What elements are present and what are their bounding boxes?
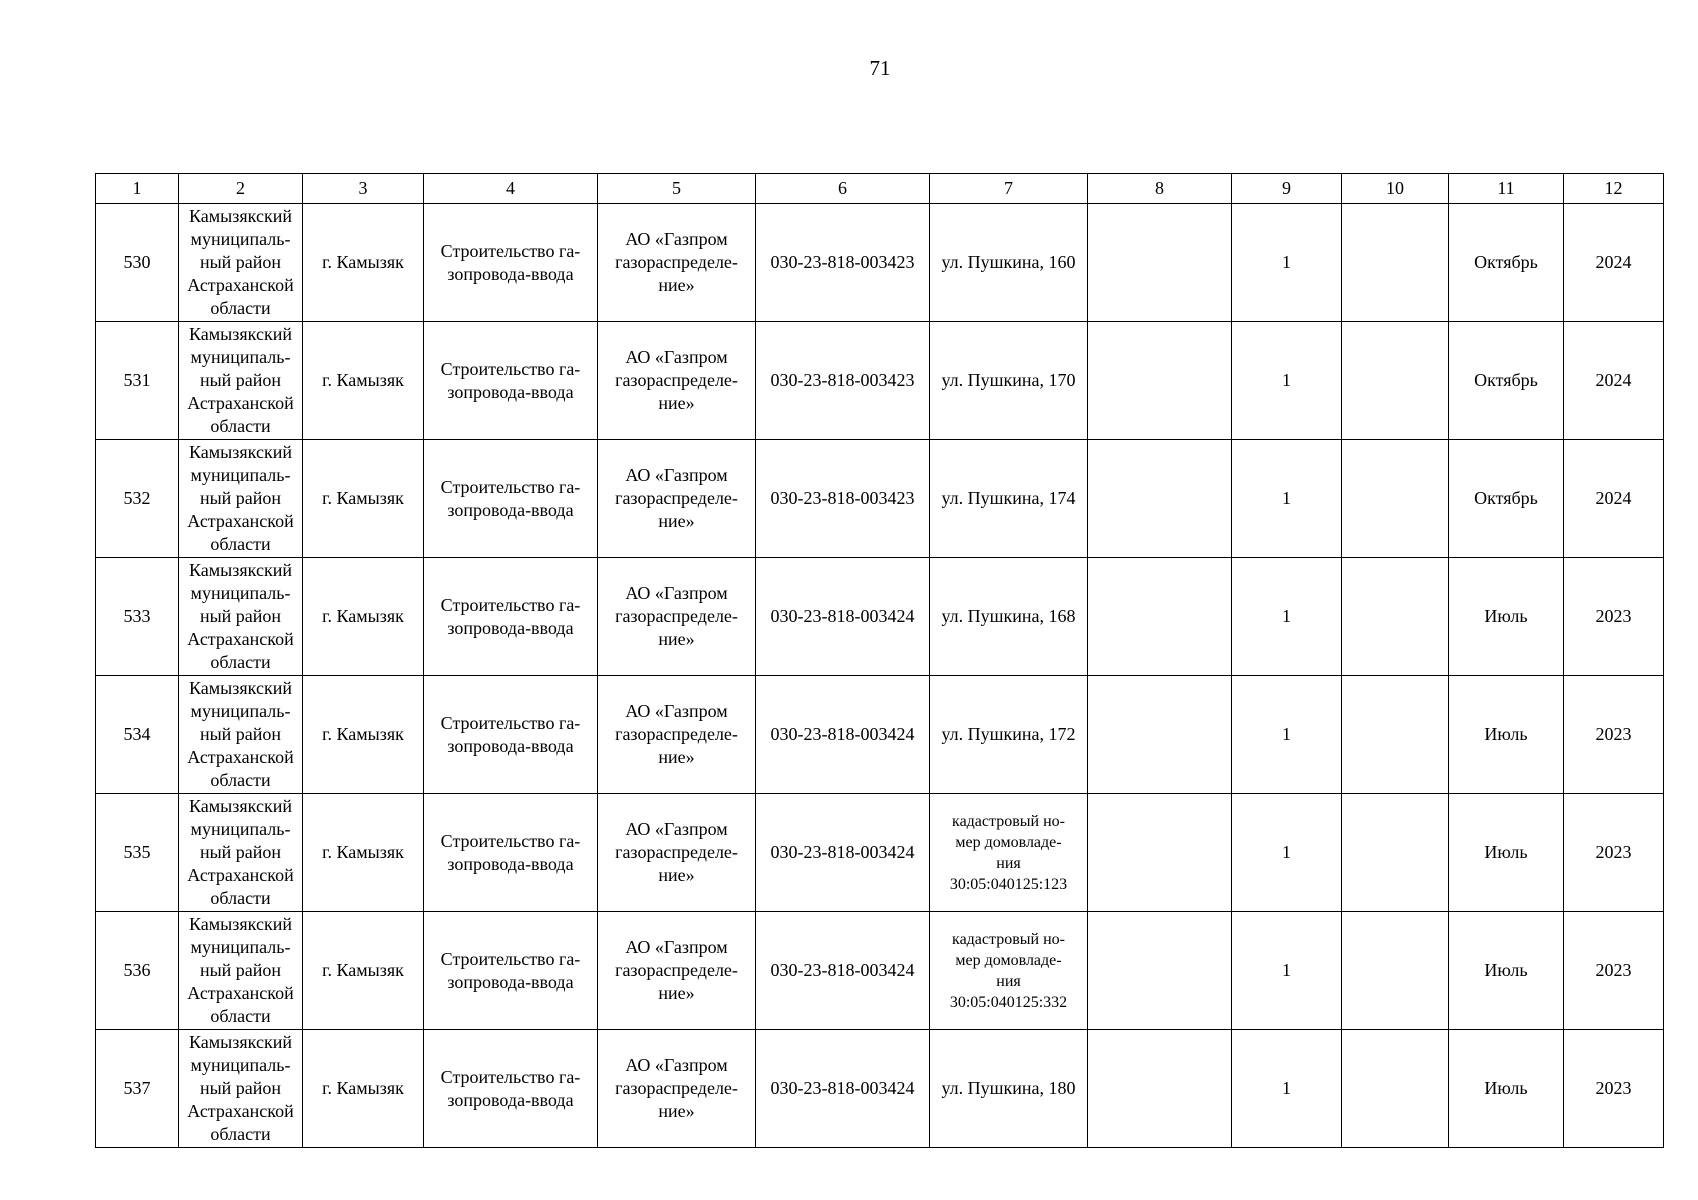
cell-number: 533 bbox=[96, 558, 179, 676]
cell-line: муниципаль- bbox=[190, 819, 291, 839]
cell-line: газораспределе- bbox=[615, 488, 738, 508]
header-cell: 11 bbox=[1449, 174, 1564, 204]
cell-year: 2024 bbox=[1564, 204, 1664, 322]
cell-number: 532 bbox=[96, 440, 179, 558]
header-cell: 7 bbox=[930, 174, 1088, 204]
cell-district bbox=[179, 440, 303, 558]
cell-code: 030-23-818-003423 bbox=[756, 204, 930, 322]
cell-col8 bbox=[1088, 912, 1232, 1030]
cell-line: Камызякский bbox=[189, 914, 292, 934]
cell-district bbox=[179, 1030, 303, 1148]
cell-work-type bbox=[424, 558, 598, 676]
cell-line: газораспределе- bbox=[615, 960, 738, 980]
cell-company bbox=[598, 322, 756, 440]
table-row bbox=[96, 322, 1664, 440]
cell-line: ние» bbox=[658, 511, 695, 531]
cell-line: ный район bbox=[199, 488, 282, 508]
cell-code: 030-23-818-003423 bbox=[756, 322, 930, 440]
cell-work-type bbox=[424, 204, 598, 322]
cell-line: Астраханской bbox=[187, 747, 294, 767]
cell-line: газораспределе- bbox=[615, 252, 738, 272]
cell-year: 2023 bbox=[1564, 558, 1664, 676]
cell-count: 1 bbox=[1232, 204, 1342, 322]
cell-line: области bbox=[210, 652, 271, 672]
header-cell: 4 bbox=[424, 174, 598, 204]
cell-line: зопровода-ввода bbox=[447, 381, 574, 402]
cell-line: зопровода-ввода bbox=[447, 735, 574, 756]
cell-line: ние» bbox=[658, 629, 695, 649]
cell-line: Астраханской bbox=[187, 865, 294, 885]
cell-line: Строительство га- bbox=[440, 830, 581, 851]
cell-line: муниципаль- bbox=[190, 465, 291, 485]
cell-col10 bbox=[1342, 440, 1449, 558]
cell-line: области bbox=[210, 1006, 271, 1026]
cell-line: Камызякский bbox=[189, 560, 292, 580]
cell-col10 bbox=[1342, 558, 1449, 676]
cell-line: Строительство га- bbox=[440, 358, 581, 379]
cell-district bbox=[179, 204, 303, 322]
cell-col10 bbox=[1342, 794, 1449, 912]
cell-line: 30:05:040125:123 bbox=[949, 875, 1068, 893]
cell-col8 bbox=[1088, 322, 1232, 440]
cell-city: г. Камызяк bbox=[303, 912, 424, 1030]
cell-company bbox=[598, 1030, 756, 1148]
cell-year: 2024 bbox=[1564, 322, 1664, 440]
cell-line: кадастровый но- bbox=[952, 930, 1065, 948]
cell-address bbox=[930, 558, 1088, 676]
cell-line: газораспределе- bbox=[615, 724, 738, 744]
cell-company bbox=[598, 794, 756, 912]
cell-number: 536 bbox=[96, 912, 179, 1030]
cell-month: Июль bbox=[1449, 794, 1564, 912]
cell-line: Астраханской bbox=[187, 629, 294, 649]
table-row bbox=[96, 440, 1664, 558]
cell-line: Камызякский bbox=[189, 324, 292, 344]
cell-line: ния bbox=[996, 972, 1021, 990]
cell-address bbox=[930, 912, 1088, 1030]
cell-line: ул. Пушкина, 168 bbox=[941, 606, 1076, 626]
cell-line: муниципаль- bbox=[190, 937, 291, 957]
cell-district bbox=[179, 322, 303, 440]
cell-month: Октябрь bbox=[1449, 440, 1564, 558]
cell-work-type bbox=[424, 322, 598, 440]
cell-count: 1 bbox=[1232, 676, 1342, 794]
cell-line: ние» bbox=[658, 865, 695, 885]
cell-district bbox=[179, 558, 303, 676]
cell-line: АО «Газпром bbox=[625, 1055, 728, 1075]
cell-company bbox=[598, 912, 756, 1030]
cell-line: ный район bbox=[199, 370, 282, 390]
cell-line: зопровода-ввода bbox=[447, 499, 574, 520]
cell-line: области bbox=[210, 298, 271, 318]
cell-district bbox=[179, 912, 303, 1030]
cell-year: 2024 bbox=[1564, 440, 1664, 558]
cell-line: Камызякский bbox=[189, 206, 292, 226]
cell-line: Строительство га- bbox=[440, 948, 581, 969]
cell-company bbox=[598, 204, 756, 322]
cell-line: муниципаль- bbox=[190, 229, 291, 249]
cell-number: 534 bbox=[96, 676, 179, 794]
header-cell: 1 bbox=[96, 174, 179, 204]
cell-line: Астраханской bbox=[187, 983, 294, 1003]
cell-number: 530 bbox=[96, 204, 179, 322]
cell-line: ние» bbox=[658, 275, 695, 295]
cell-line: ул. Пушкина, 172 bbox=[941, 724, 1076, 744]
cell-city: г. Камызяк bbox=[303, 204, 424, 322]
table-row bbox=[96, 912, 1664, 1030]
cell-district bbox=[179, 676, 303, 794]
cell-count: 1 bbox=[1232, 794, 1342, 912]
cell-company bbox=[598, 676, 756, 794]
cell-line: мер домовладе- bbox=[955, 951, 1062, 969]
cell-line: Камызякский bbox=[189, 1032, 292, 1052]
cell-line: ный район bbox=[199, 252, 282, 272]
cell-count: 1 bbox=[1232, 558, 1342, 676]
cell-line: кадастровый но- bbox=[952, 812, 1065, 830]
header-cell: 6 bbox=[756, 174, 930, 204]
cell-line: АО «Газпром bbox=[625, 465, 728, 485]
cell-line: ние» bbox=[658, 393, 695, 413]
cell-line: ный район bbox=[199, 842, 282, 862]
cell-month: Июль bbox=[1449, 912, 1564, 1030]
cell-address bbox=[930, 440, 1088, 558]
header-cell: 2 bbox=[179, 174, 303, 204]
table-row bbox=[96, 676, 1664, 794]
cell-work-type bbox=[424, 1030, 598, 1148]
cell-line: области bbox=[210, 888, 271, 908]
cell-line: ул. Пушкина, 170 bbox=[941, 370, 1076, 390]
cell-company bbox=[598, 440, 756, 558]
cell-count: 1 bbox=[1232, 912, 1342, 1030]
cell-line: Астраханской bbox=[187, 393, 294, 413]
cell-col8 bbox=[1088, 440, 1232, 558]
cell-line: ул. Пушкина, 160 bbox=[941, 252, 1076, 272]
cell-line: ный район bbox=[199, 1078, 282, 1098]
cell-line: муниципаль- bbox=[190, 347, 291, 367]
cell-year: 2023 bbox=[1564, 1030, 1664, 1148]
data-table bbox=[95, 173, 1664, 1148]
cell-line: газораспределе- bbox=[615, 842, 738, 862]
cell-city: г. Камызяк bbox=[303, 322, 424, 440]
cell-line: муниципаль- bbox=[190, 583, 291, 603]
cell-number: 531 bbox=[96, 322, 179, 440]
cell-line: ния bbox=[996, 854, 1021, 872]
cell-number: 535 bbox=[96, 794, 179, 912]
table-row bbox=[96, 794, 1664, 912]
cell-line: Строительство га- bbox=[440, 476, 581, 497]
cell-line: Строительство га- bbox=[440, 594, 581, 615]
cell-month: Октябрь bbox=[1449, 204, 1564, 322]
cell-col10 bbox=[1342, 912, 1449, 1030]
cell-code: 030-23-818-003424 bbox=[756, 558, 930, 676]
cell-line: АО «Газпром bbox=[625, 229, 728, 249]
cell-line: Строительство га- bbox=[440, 1066, 581, 1087]
table-row bbox=[96, 204, 1664, 322]
cell-line: ние» bbox=[658, 1101, 695, 1121]
cell-city: г. Камызяк bbox=[303, 558, 424, 676]
cell-line: АО «Газпром bbox=[625, 701, 728, 721]
header-cell: 9 bbox=[1232, 174, 1342, 204]
cell-month: Июль bbox=[1449, 676, 1564, 794]
cell-line: газораспределе- bbox=[615, 1078, 738, 1098]
cell-code: 030-23-818-003424 bbox=[756, 1030, 930, 1148]
cell-line: области bbox=[210, 1124, 271, 1144]
cell-count: 1 bbox=[1232, 440, 1342, 558]
header-cell: 5 bbox=[598, 174, 756, 204]
cell-col8 bbox=[1088, 204, 1232, 322]
cell-address bbox=[930, 322, 1088, 440]
header-cell: 10 bbox=[1342, 174, 1449, 204]
cell-line: мер домовладе- bbox=[955, 833, 1062, 851]
cell-work-type bbox=[424, 676, 598, 794]
cell-address bbox=[930, 204, 1088, 322]
cell-line: ный район bbox=[199, 724, 282, 744]
cell-line: Камызякский bbox=[189, 796, 292, 816]
cell-month: Июль bbox=[1449, 1030, 1564, 1148]
cell-work-type bbox=[424, 912, 598, 1030]
cell-month: Июль bbox=[1449, 558, 1564, 676]
cell-line: 30:05:040125:332 bbox=[949, 993, 1068, 1011]
cell-col8 bbox=[1088, 676, 1232, 794]
cell-code: 030-23-818-003424 bbox=[756, 676, 930, 794]
cell-line: Астраханской bbox=[187, 511, 294, 531]
cell-line: АО «Газпром bbox=[625, 819, 728, 839]
table-row bbox=[96, 558, 1664, 676]
cell-line: Камызякский bbox=[189, 442, 292, 462]
cell-line: Астраханской bbox=[187, 1101, 294, 1121]
header-cell: 8 bbox=[1088, 174, 1232, 204]
cell-city: г. Камызяк bbox=[303, 440, 424, 558]
cell-city: г. Камызяк bbox=[303, 1030, 424, 1148]
cell-line: муниципаль- bbox=[190, 1055, 291, 1075]
cell-line: АО «Газпром bbox=[625, 583, 728, 603]
cell-col10 bbox=[1342, 322, 1449, 440]
cell-line: зопровода-ввода bbox=[447, 263, 574, 284]
cell-col8 bbox=[1088, 1030, 1232, 1148]
cell-line: зопровода-ввода bbox=[447, 853, 574, 874]
header-cell: 3 bbox=[303, 174, 424, 204]
cell-number: 537 bbox=[96, 1030, 179, 1148]
cell-line: Астраханской bbox=[187, 275, 294, 295]
cell-line: Строительство га- bbox=[440, 240, 581, 261]
cell-line: ние» bbox=[658, 983, 695, 1003]
cell-line: газораспределе- bbox=[615, 606, 738, 626]
cell-line: Строительство га- bbox=[440, 712, 581, 733]
cell-line: ный район bbox=[199, 960, 282, 980]
cell-line: газораспределе- bbox=[615, 370, 738, 390]
cell-year: 2023 bbox=[1564, 912, 1664, 1030]
cell-line: ул. Пушкина, 174 bbox=[941, 488, 1076, 508]
cell-code: 030-23-818-003423 bbox=[756, 440, 930, 558]
cell-work-type bbox=[424, 794, 598, 912]
table-body bbox=[96, 204, 1664, 1148]
cell-line: ние» bbox=[658, 747, 695, 767]
cell-city: г. Камызяк bbox=[303, 794, 424, 912]
cell-code: 030-23-818-003424 bbox=[756, 794, 930, 912]
cell-company bbox=[598, 558, 756, 676]
cell-line: ул. Пушкина, 180 bbox=[941, 1078, 1076, 1098]
cell-line: ный район bbox=[199, 606, 282, 626]
cell-city: г. Камызяк bbox=[303, 676, 424, 794]
cell-line: области bbox=[210, 534, 271, 554]
header-row bbox=[96, 174, 1664, 204]
cell-count: 1 bbox=[1232, 322, 1342, 440]
cell-line: области bbox=[210, 416, 271, 436]
cell-line: зопровода-ввода bbox=[447, 617, 574, 638]
cell-line: зопровода-ввода bbox=[447, 971, 574, 992]
cell-col10 bbox=[1342, 676, 1449, 794]
cell-line: АО «Газпром bbox=[625, 937, 728, 957]
cell-line: Камызякский bbox=[189, 678, 292, 698]
cell-code: 030-23-818-003424 bbox=[756, 912, 930, 1030]
page-number: 71 bbox=[869, 56, 891, 80]
cell-line: АО «Газпром bbox=[625, 347, 728, 367]
cell-col8 bbox=[1088, 558, 1232, 676]
cell-col8 bbox=[1088, 794, 1232, 912]
cell-col10 bbox=[1342, 204, 1449, 322]
cell-address bbox=[930, 794, 1088, 912]
cell-year: 2023 bbox=[1564, 794, 1664, 912]
cell-col10 bbox=[1342, 1030, 1449, 1148]
table-row bbox=[96, 1030, 1664, 1148]
header-cell: 12 bbox=[1564, 174, 1664, 204]
cell-line: муниципаль- bbox=[190, 701, 291, 721]
cell-line: зопровода-ввода bbox=[447, 1089, 574, 1110]
cell-count: 1 bbox=[1232, 1030, 1342, 1148]
cell-address bbox=[930, 1030, 1088, 1148]
cell-work-type bbox=[424, 440, 598, 558]
table-header bbox=[96, 174, 1664, 204]
cell-line: области bbox=[210, 770, 271, 790]
cell-year: 2023 bbox=[1564, 676, 1664, 794]
cell-month: Октябрь bbox=[1449, 322, 1564, 440]
cell-address bbox=[930, 676, 1088, 794]
cell-district bbox=[179, 794, 303, 912]
